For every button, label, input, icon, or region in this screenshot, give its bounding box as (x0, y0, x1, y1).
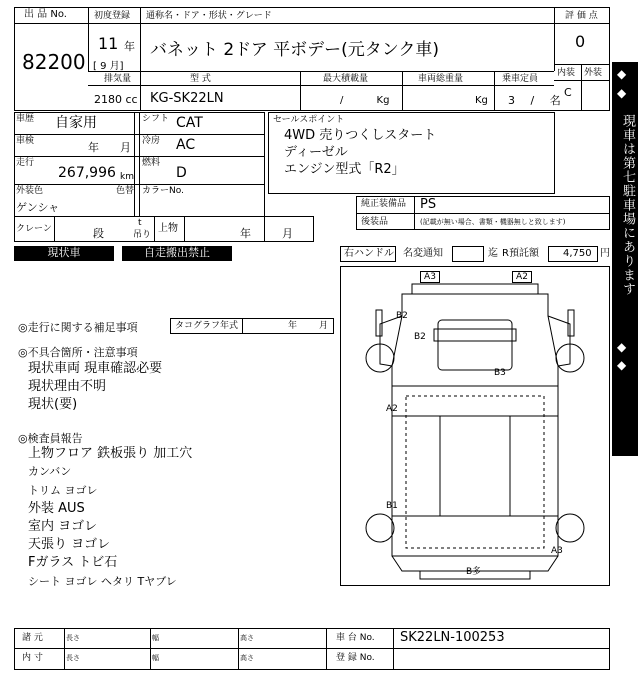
crane-suspend: 吊り (133, 230, 152, 240)
dims-height: 高さ (240, 634, 254, 642)
mileage-label: 走行 (16, 158, 35, 168)
recycle-unit: 円 (600, 248, 610, 259)
later-label: 後装品 (361, 217, 389, 227)
deadline-label: 迄 (488, 248, 498, 259)
upper-year: 年 (240, 227, 251, 240)
inspector-8: シート ヨゴレ ヘタリ Tヤブレ (28, 575, 177, 588)
sales-points-label: セールスポイント (273, 115, 345, 125)
defect-1: 現状車両 現車確認必要 (28, 361, 163, 376)
inspector-6: 天張り ヨゴレ (28, 537, 111, 552)
parking-notice-text: 現車は第七駐車場にあります (620, 114, 635, 296)
inspection-month: 月 (120, 141, 131, 154)
aircon-value: AC (176, 137, 196, 153)
recycle-amount: 4,750 (563, 248, 592, 259)
capacity-label: 乗車定員 (502, 74, 539, 84)
sales-point-1: 4WD 売りつくしスタート (284, 128, 437, 143)
interior-grade: C (564, 86, 572, 99)
diamond-icon-bottom-1: ◆ (617, 340, 627, 354)
exterior-color-label: 外装色 (16, 186, 44, 196)
damage-tag-b2-left: B2 (396, 311, 408, 321)
damage-tag-b2-center: B2 (414, 332, 426, 342)
lot-no-label: 出 品 No. (24, 9, 67, 20)
reg-year-unit: 年 (124, 40, 135, 53)
upper-label: 上物 (158, 223, 178, 234)
reg-year: 11 (98, 34, 119, 53)
dims-length: 長さ (66, 634, 80, 642)
inspector-3: トリム ヨゴレ (28, 484, 98, 497)
right-handle: 右ハンドル (344, 248, 394, 259)
exterior-color-value: ゲンシャ (16, 201, 60, 214)
chassis-no-label: 車 台 No. (336, 633, 375, 643)
max-load-label: 最大積載量 (323, 74, 369, 84)
rating-label: 評 価 点 (565, 11, 598, 21)
displacement-label: 排気量 (104, 74, 132, 84)
current-condition-badge: 現状車 (14, 246, 114, 261)
tachograph-year: 年 (288, 321, 298, 331)
interior-height: 高さ (240, 654, 254, 662)
damage-tag-a2-front-right: A2 (512, 271, 532, 283)
max-load-value: / Kg (340, 95, 390, 106)
defects-title: ◎不具合箇所・注意事項 (18, 346, 138, 359)
equip-value: PS (420, 197, 437, 212)
parking-notice-band (612, 62, 638, 456)
damage-tag-b-multi: B多 (466, 567, 482, 577)
inspector-4: 外装 AUS (28, 501, 85, 516)
color-change-label: 色替 (116, 186, 135, 196)
later-note: (記載が無い場合、書類・機器無しと致します) (420, 218, 566, 226)
name-change-box (452, 246, 484, 262)
history-label: 車歴 (16, 114, 35, 124)
dims-label: 諸 元 (22, 633, 43, 643)
recycle-label: R預託額 (502, 248, 539, 259)
reg-month: [ 9 月] (93, 61, 124, 72)
first-reg-label: 初度登録 (94, 11, 131, 21)
crane-ton: t (138, 218, 142, 228)
fuel-label: 燃料 (142, 158, 161, 168)
interior-length: 長さ (66, 654, 80, 662)
mileage-unit: km (120, 172, 134, 182)
interior-dims-label: 内 寸 (22, 653, 43, 663)
inspector-5: 室内 ヨゴレ (28, 519, 98, 534)
car-name: バネット 2ドア 平ボデー(元タンク車) (150, 40, 440, 60)
inspection-year: 年 (88, 141, 99, 154)
shift-value: CAT (176, 115, 203, 131)
crane-stage: 段 (93, 227, 104, 240)
inspector-7: Fガラス トビ石 (28, 555, 118, 570)
fuel-value: D (176, 165, 187, 181)
upper-month: 月 (282, 227, 293, 240)
driving-notes-title: ◎走行に関する補足事項 (18, 321, 138, 334)
equip-label: 純正装備品 (361, 199, 407, 209)
footer-frame (14, 628, 610, 670)
history-value: 自家用 (55, 115, 97, 131)
damage-tag-a3-rear: A3 (551, 546, 563, 556)
inspector-title: ◎検査員報告 (18, 432, 83, 445)
gross-weight-value: Kg (475, 95, 488, 106)
damage-tag-a3-front-left: A3 (420, 271, 440, 283)
interior-width: 幅 (152, 654, 159, 662)
model-value: KG-SK22LN (150, 91, 224, 106)
name-change-label: 名変通知 (403, 248, 443, 259)
registration-no-label: 登 録 No. (336, 653, 375, 663)
damage-tag-b3: B3 (494, 368, 506, 378)
inspector-1: 上物フロア 鉄板張り 加工穴 (28, 446, 193, 461)
rating-value: 0 (575, 32, 586, 51)
color-no-label: カラーNo. (142, 186, 184, 196)
defect-2: 現状理由不明 (28, 379, 107, 394)
no-self-drive-badge: 自走搬出禁止 (122, 246, 232, 261)
gross-weight-label: 車両総重量 (418, 74, 464, 84)
displacement-value: 2180 cc (94, 93, 138, 106)
mileage-value: 267,996 (58, 165, 116, 181)
capacity-value: 3 / 名 (508, 94, 561, 107)
tachograph-month: 月 (319, 321, 329, 331)
crane-label: クレーン (16, 224, 52, 234)
diamond-icon-top-1: ◆ (617, 67, 627, 81)
exterior-grade-label: 外装 (584, 68, 603, 78)
model-label: 型 式 (190, 74, 211, 84)
truck-outline-diagram (340, 266, 610, 586)
interior-grade-label: 内装 (557, 68, 576, 78)
defect-3: 現状(要) (28, 397, 78, 412)
damage-tag-b1: B1 (386, 501, 398, 511)
sales-point-2: ディーゼル (284, 145, 348, 160)
shift-label: シフト (142, 114, 170, 124)
dims-width: 幅 (152, 634, 159, 642)
damage-tag-a2-side: A2 (386, 404, 398, 414)
inspection-label: 車検 (16, 136, 35, 146)
inspector-2: カンバン (28, 465, 72, 478)
lot-number: 82200 (22, 50, 86, 74)
diamond-icon-top-2: ◆ (617, 86, 627, 100)
sales-point-3: エンジン型式「R2」 (284, 162, 405, 177)
name-label: 通称名・ドア・形状・グレード (146, 11, 272, 21)
aircon-label: 冷房 (142, 136, 161, 146)
chassis-no-value: SK22LN-100253 (400, 630, 505, 645)
diamond-icon-bottom-2: ◆ (617, 358, 627, 372)
tachograph-label: タコグラフ年式 (175, 321, 239, 331)
